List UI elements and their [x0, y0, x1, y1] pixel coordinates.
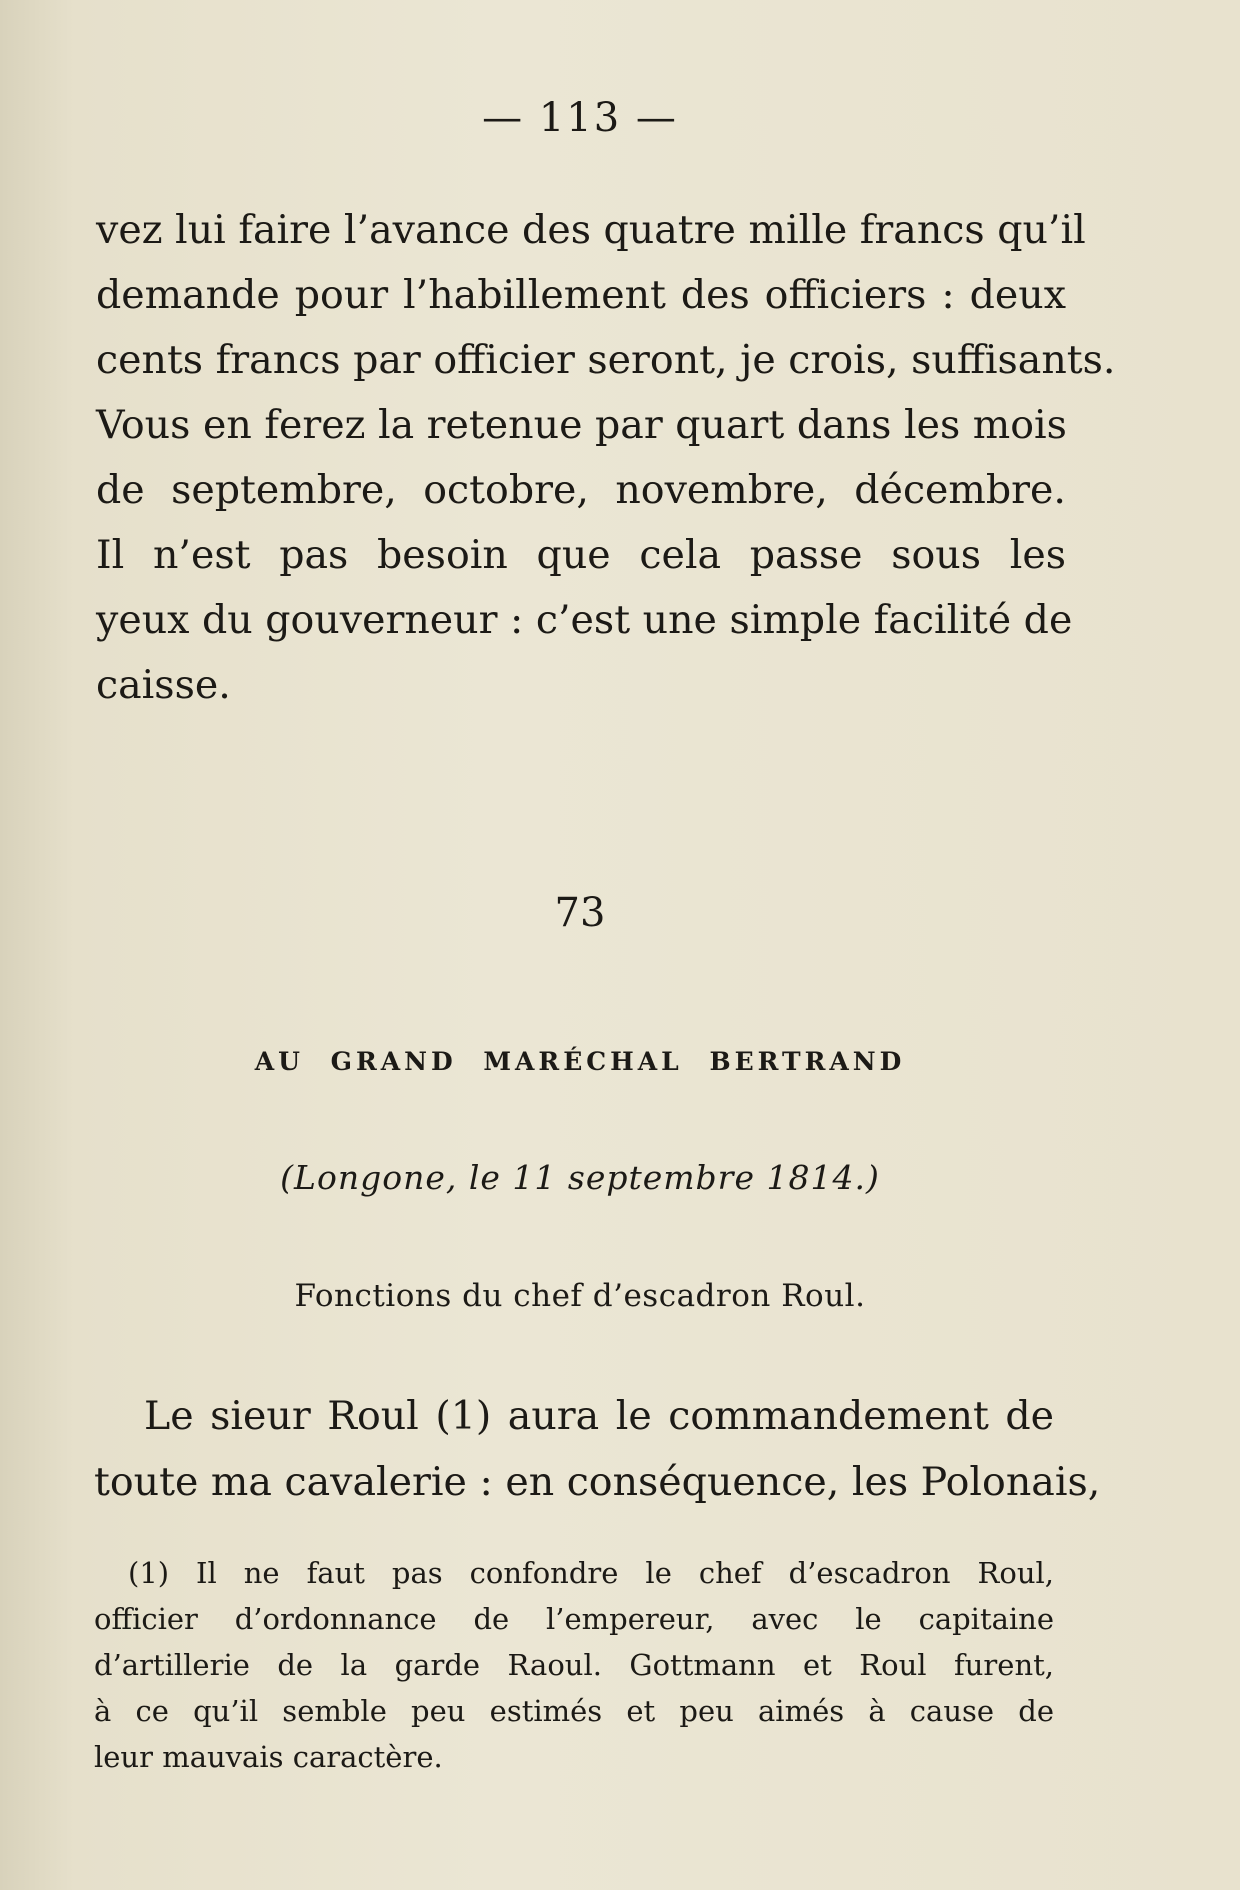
paragraph-continued	[96, 198, 1116, 718]
text-line: toute ma cavalerie : en conséquence, les Polonais,	[94, 1459, 1101, 1505]
letter-addressee: AU GRAND MARÉCHAL BERTRAND	[254, 1047, 906, 1076]
footnote-line: leur mauvais caractère.	[94, 1740, 443, 1774]
text-line: yeux du gouverneur : c’est une simple facilité de	[96, 597, 1073, 643]
text-line: de septembre, octobre, novembre, décembre.	[96, 467, 1066, 513]
footnote-line: d’artillerie de la garde Raoul. Gottmann et Roul furent,	[94, 1648, 1054, 1682]
text-line: cents francs par officier seront, je crois, suffisants.	[96, 337, 1116, 383]
footnote	[94, 1550, 1054, 1780]
text-line: Vous en ferez la retenue par quart dans les mois	[96, 402, 1067, 448]
letter-subject: Fonctions du chef d’escadron Roul.	[294, 1278, 866, 1314]
footnote-line: à ce qu’il semble peu estimés et peu aimés à cause de	[94, 1694, 1054, 1728]
text-line: vez lui faire l’avance des quatre mille francs qu’il	[96, 207, 1086, 253]
letter-number: 73	[554, 890, 606, 936]
text-line: demande pour l’habillement des officiers : deux	[96, 272, 1066, 318]
letter-body	[94, 1383, 1101, 1515]
footnote-line: (1) Il ne faut pas confondre le chef d’escadron Roul,	[128, 1556, 1054, 1590]
text-line: Le sieur Roul (1) aura le commandement de	[144, 1393, 1054, 1439]
letter-dateline: (Longone, le 11 septembre 1814.)	[280, 1158, 880, 1197]
page-number: — 113 —	[482, 95, 678, 141]
text-line: Il n’est pas besoin que cela passe sous les	[96, 532, 1066, 578]
text-line: caisse.	[96, 662, 231, 708]
footnote-line: officier d’ordonnance de l’empereur, avec le capitaine	[94, 1602, 1054, 1636]
